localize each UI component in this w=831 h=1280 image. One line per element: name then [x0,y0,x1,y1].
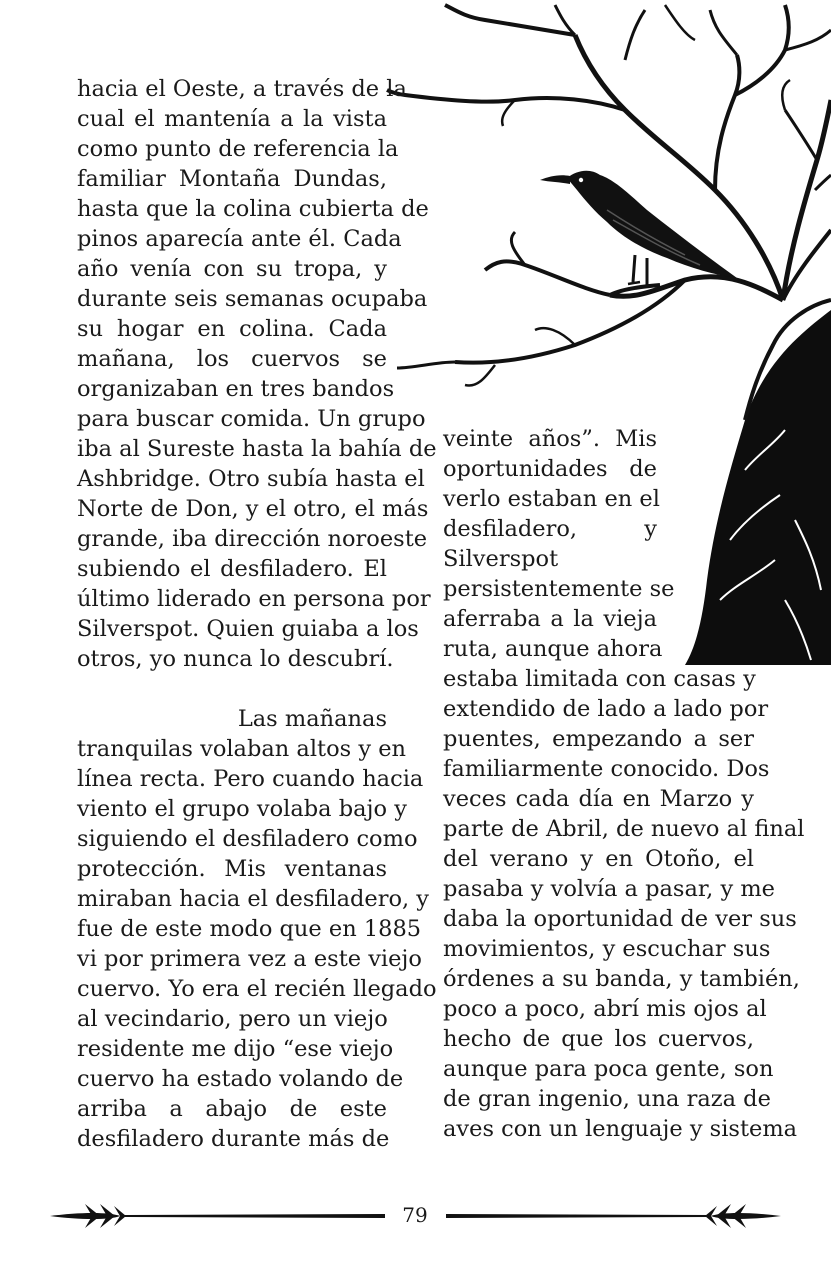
text-line: desfiladero, y [443,516,657,542]
text-line: daba la oportunidad de ver sus [443,906,797,932]
text-line: pinos aparecía ante él. Cada [77,226,402,252]
text-line: desfiladero durante más de [77,1126,390,1152]
text-line: para buscar comida. Un grupo [77,406,426,432]
text-line: parte de Abril, de nuevo al final [443,816,805,842]
text-line: familiar Montaña Dundas, [77,166,387,192]
text-line: poco a poco, abrí mis ojos al [443,996,767,1022]
text-line: al vecindario, pero un viejo [77,1006,388,1032]
text-line: aferraba a la vieja [443,606,657,632]
left-arrow-ornament [50,1204,385,1228]
text-line: ruta, aunque ahora [443,636,663,662]
text-line: extendido de lado a lado por [443,696,769,722]
text-line: mañana, los cuervos se [77,346,387,372]
text-line: aves con un lenguaje y sistema [443,1116,798,1142]
text-line: pasaba y volvía a pasar, y me [443,876,775,902]
text-line: año venía con su tropa, y [77,256,387,282]
text-line: persistentemente se [443,576,675,602]
text-line: último liderado en persona por [77,586,431,612]
text-line: estaba limitada con casas y [443,666,756,692]
text-line: viento el grupo volaba bajo y [77,796,407,822]
text-line: de gran ingenio, una raza de [443,1086,771,1112]
text-line: arriba a abajo de este [77,1096,387,1122]
text-line: miraban hacia el desfiladero, y [77,886,430,912]
text-line: protección. Mis ventanas [77,856,387,882]
page-number: 79 [402,1203,428,1227]
text-line: hecho de que los cuervos, [443,1026,754,1052]
text-line: hacia el Oeste, a través de la [77,76,407,102]
paragraph-start-line: Las mañanas [237,706,387,732]
crow-figure [540,171,737,287]
text-line: aunque para poca gente, son [443,1056,774,1082]
text-line: oportunidades de [443,456,657,482]
text-line: residente me dijo “ese viejo [77,1036,394,1062]
text-line: como punto de referencia la [77,136,399,162]
text-line: Ashbridge. Otro subía hasta el [77,466,425,492]
text-line: puentes, empezando a ser [443,726,754,752]
text-line: hasta que la colina cubierta de [77,196,429,222]
text-line: veinte años”. Mis [443,426,657,452]
text-line: Silverspot [443,546,559,572]
text-line: Silverspot. Quien guiaba a los [77,616,419,642]
text-line: tranquilas volaban altos y en [77,736,406,762]
text-line: su hogar en colina. Cada [77,316,387,342]
text-line: movimientos, y escuchar sus [443,936,771,962]
text-line: subiendo el desfiladero. El [77,556,387,582]
text-line: siguiendo el desfiladero como [77,826,418,852]
text-line: línea recta. Pero cuando hacia [77,766,424,792]
text-line: verlo estaban en el [443,486,660,512]
text-line: durante seis semanas ocupaba [77,286,428,312]
text-line: del verano y en Otoño, el [443,846,754,872]
text-line: otros, yo nunca lo descubrí. [77,646,394,672]
text-line: cual el mantenía a la vista [77,106,387,132]
text-line: fue de este modo que en 1885 [77,916,422,942]
text-line: iba al Sureste hasta la bahía de [77,436,437,462]
text-line: organizaban en tres bandos [77,376,395,402]
text-line: veces cada día en Marzo y [443,786,754,812]
right-arrow-ornament [446,1204,781,1228]
text-line: órdenes a su banda, y también, [443,966,800,992]
text-line: familiarmente conocido. Dos [443,756,770,782]
text-line: Norte de Don, y el otro, el más [77,496,429,522]
text-line: grande, iba dirección noroeste [77,526,428,552]
text-line: cuervo. Yo era el recién llegado [77,976,437,1002]
text-line: vi por primera vez a este viejo [77,946,422,972]
text-line: cuervo ha estado volando de [77,1066,404,1092]
